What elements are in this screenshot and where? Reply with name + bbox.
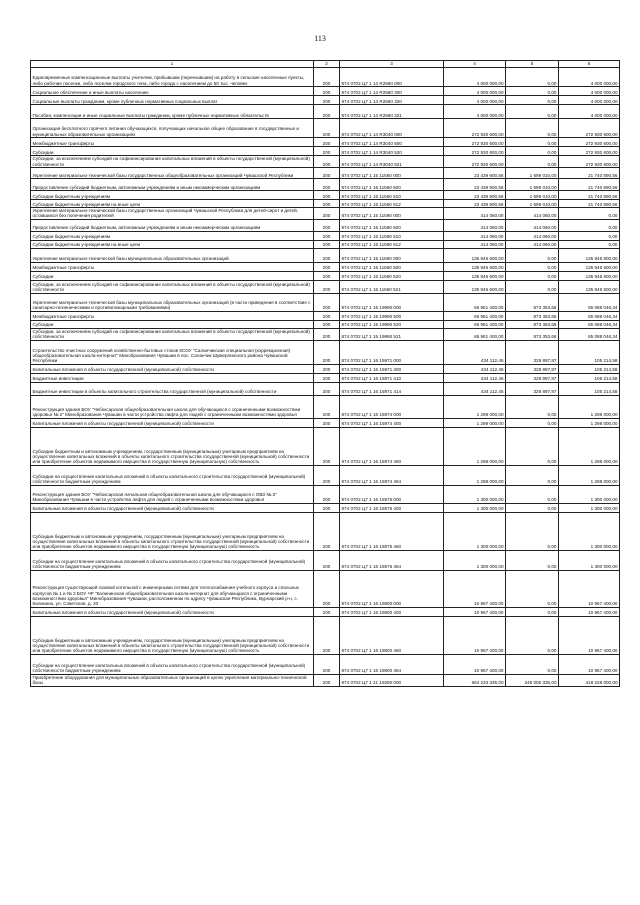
row-code-cell: 874 0702 Ц7 1 15 11660 520 (340, 271, 444, 280)
row-section-cell: 200 (314, 465, 340, 485)
row-section-cell: 200 (314, 231, 340, 240)
row-total-cell: 10 967 400,00 (559, 654, 620, 674)
row-change-cell: 0,00 (506, 96, 559, 105)
row-name-cell: Субсидии, за исключением субсидий на софинансирование капитальных вложений в объекты государственной (муниципальной) собственности (31, 280, 314, 293)
row-code-cell: 874 0702 Ц7 1 16 19800 464 (340, 654, 444, 674)
row-section-cell: 200 (314, 293, 340, 311)
row-amount-cell: 135 946 600,00 (444, 248, 506, 262)
row-section-cell: 200 (314, 328, 340, 340)
row-amount-cell: 65 961 400,00 (444, 293, 506, 311)
row-total-cell: 0,00 (559, 231, 620, 240)
row-name-cell: Субсидии бюджетным и автономным учреждениям, государственным (муниципальным) унитарным предприятиям на осуществление капитальных вложений в объекты капитального строительства государственной (муниципальной) собственности или приобретение объектов недвижимого имущества в государственную (муниципальную) собственность (31, 616, 314, 654)
row-amount-cell: 272 930 600,00 (444, 138, 506, 147)
row-total-cell: 105 214,58 (559, 340, 620, 364)
row-change-cell: 0,00 (506, 68, 559, 87)
row-code-cell: 874 0702 Ц7 1 15 19990 521 (340, 328, 444, 340)
row-amount-cell: 23 439 900,56 (444, 191, 506, 200)
row-total-cell: 65 088 046,34 (559, 311, 620, 320)
row-code-cell: 874 0702 Ц7 1 15 11560 612 (340, 200, 444, 208)
row-code-cell: 874 0702 Ц7 1 16 15974 400 (340, 418, 444, 427)
row-total-cell: 10 967 400,00 (559, 570, 620, 607)
row-code-cell: 874 0702 Ц7 1 15 11660 000 (340, 248, 444, 262)
row-change-cell: 0,00 (506, 138, 559, 147)
row-name-cell: Реконструкция здания БОУ "Чебоксарская общеобразовательная школа для обучающихся с ограниченными возможностями здоровья № 2" Минобразования Чувашии в части устройства лифта для людей с ограниченными возможностями здоровья (31, 395, 314, 418)
row-change-cell: 0,00 (506, 427, 559, 465)
row-amount-cell: 434 112,45 (444, 364, 506, 373)
row-amount-cell: 272 930 600,00 (444, 119, 506, 138)
row-amount-cell: 1 300 000,00 (444, 485, 506, 503)
row-change-cell: 0,00 (506, 395, 559, 418)
row-name-cell: Укрепление материально-технической базы муниципальных образовательных организаций (в части приведения в соответствие с санитарно-гигиеническими и противопожарными требованиями) (31, 293, 314, 311)
row-change-cell: 0,00 (506, 616, 559, 654)
row-name-cell: Капитальные вложения в объекты государственной (муниципальной) собственности (31, 364, 314, 373)
row-change-cell: 873 353,66 (506, 328, 559, 340)
table-row (31, 418, 620, 427)
row-total-cell: 135 946 600,00 (559, 280, 620, 293)
row-name-cell: Межбюджетные трансферты (31, 138, 314, 147)
row-name-cell: Предоставление субсидий бюджетным, автономным учреждениям и иным некоммерческим организациям (31, 179, 314, 191)
row-section-cell: 200 (314, 382, 340, 395)
row-amount-cell: 135 946 600,00 (444, 271, 506, 280)
row-code-cell: 874 0702 Ц7 1 14 R2560 000 (340, 68, 444, 87)
table-row (31, 364, 620, 373)
column-header: 5 (506, 61, 559, 68)
row-name-cell: Социальные выплаты гражданам, кроме публичных нормативных социальных выплат (31, 96, 314, 105)
row-section-cell: 200 (314, 87, 340, 96)
row-code-cell: 874 0702 Ц7 1 14 R3040 521 (340, 156, 444, 168)
table-row (31, 674, 620, 686)
row-change-cell: 414 060,00 (506, 231, 559, 240)
row-amount-cell: 10 967 400,00 (444, 570, 506, 607)
row-code-cell: 874 0702 Ц7 1 15 11590 612 (340, 240, 444, 248)
row-total-cell: 65 088 046,34 (559, 328, 620, 340)
row-total-cell: 135 946 600,00 (559, 262, 620, 271)
row-name-cell: Социальное обеспечение и иные выплаты населению (31, 87, 314, 96)
row-total-cell: 0,00 (559, 208, 620, 220)
table-row (31, 320, 620, 328)
table-row (31, 328, 620, 340)
table-row (31, 156, 620, 168)
row-amount-cell: 65 961 400,00 (444, 328, 506, 340)
row-name-cell: Субсидии (31, 147, 314, 156)
row-code-cell: 874 0702 Ц7 1 16 15974 464 (340, 465, 444, 485)
row-amount-cell: 414 060,00 (444, 240, 506, 248)
row-change-cell: 328 897,87 (506, 382, 559, 395)
table-row (31, 219, 620, 231)
row-amount-cell: 272 930 600,00 (444, 147, 506, 156)
column-header: 6 (559, 61, 620, 68)
row-name-cell: Субсидии, за исключением субсидий на софинансирование капитальных вложений в объекты государственной (муниципальной) собственности (31, 328, 314, 340)
row-total-cell: 272 930 600,00 (559, 119, 620, 138)
row-change-cell: 0,00 (506, 654, 559, 674)
row-name-cell: Субсидии (31, 320, 314, 328)
row-code-cell: 874 0702 Ц7 1 21 19280 000 (340, 674, 444, 686)
row-name-cell: Капитальные вложения в объекты государственной (муниципальной) собственности (31, 607, 314, 616)
row-section-cell: 200 (314, 512, 340, 550)
row-name-cell: Субсидии бюджетным учреждениям (31, 231, 314, 240)
row-change-cell: 0,00 (506, 570, 559, 607)
row-code-cell: 874 0702 Ц7 1 15 19990 520 (340, 320, 444, 328)
row-code-cell: 874 0702 Ц7 1 15 19990 500 (340, 311, 444, 320)
table-row (31, 550, 620, 570)
row-code-cell: 874 0702 Ц7 1 15 11560 600 (340, 179, 444, 191)
row-name-cell: Пособия, компенсации и иные социальные выплаты гражданам, кроме публичных нормативных обязательств (31, 105, 314, 119)
row-amount-cell: 65 961 400,00 (444, 320, 506, 328)
table-row (31, 280, 620, 293)
row-total-cell: 135 946 600,00 (559, 271, 620, 280)
row-total-cell: 0,00 (559, 240, 620, 248)
row-section-cell: 200 (314, 138, 340, 147)
row-total-cell: 418 228 000,00 (559, 674, 620, 686)
row-total-cell: 272 930 600,00 (559, 156, 620, 168)
row-amount-cell: 135 946 600,00 (444, 262, 506, 271)
row-amount-cell: 4 000 000,00 (444, 105, 506, 119)
row-code-cell: 874 0702 Ц7 1 16 15975 000 (340, 485, 444, 503)
table-row (31, 262, 620, 271)
row-change-cell: 873 353,66 (506, 293, 559, 311)
row-total-cell: 135 946 600,00 (559, 248, 620, 262)
row-amount-cell: 1 298 000,00 (444, 465, 506, 485)
row-amount-cell: 65 961 400,00 (444, 311, 506, 320)
table-row (31, 512, 620, 550)
row-name-cell: Субсидии на осуществление капитальных вложений в объекты капитального строительства государственной (муниципальной) собственности бюджетным учреждениям (31, 550, 314, 570)
table-header-row (31, 61, 620, 68)
row-amount-cell: 434 112,45 (444, 382, 506, 395)
row-amount-cell: 1 300 000,00 (444, 550, 506, 570)
table-row (31, 427, 620, 465)
row-section-cell: 200 (314, 616, 340, 654)
row-amount-cell: 23 439 900,56 (444, 168, 506, 179)
table-row (31, 208, 620, 220)
row-total-cell: 1 300 000,00 (559, 512, 620, 550)
row-name-cell: Укрепление материально-технической базы государственных общеобразовательных организаций Чувашской Республики (31, 168, 314, 179)
table-row (31, 96, 620, 105)
table-row (31, 179, 620, 191)
row-name-cell: Укрепление материально-технической базы государственных организаций Чувашской Республики для детей-сирот и детей, оставшихся без попечения родителей (31, 208, 314, 220)
row-section-cell: 200 (314, 364, 340, 373)
row-change-cell: 0,00 (506, 512, 559, 550)
row-section-cell: 200 (314, 96, 340, 105)
table-row (31, 119, 620, 138)
row-amount-cell: 664 233 335,00 (444, 674, 506, 686)
row-section-cell: 200 (314, 240, 340, 248)
row-change-cell: 1 699 010,00 (506, 179, 559, 191)
row-name-cell: Реконструкция существующей газовой котельной с инженерными сетями для теплоснабжения учебного корпуса и спальных корпусов № 1 и № 2 БОУ ЧР "Калининская общеобразовательная школа-интернат для обучающихся с ограниченными возможностями здоровья" Минобразования Чувашии, расположенном по адресу Чувашская Республика, Вурнарский р-н, с. Калинино, ул. Советская, д. 20 (31, 570, 314, 607)
column-header: 2 (314, 61, 340, 68)
row-amount-cell: 10 967 400,00 (444, 654, 506, 674)
table-row (31, 248, 620, 262)
table-row (31, 654, 620, 674)
row-total-cell: 1 298 000,00 (559, 465, 620, 485)
row-name-cell: Субсидии бюджетным учреждениям на иные цели (31, 240, 314, 248)
row-code-cell: 874 0702 Ц7 1 15 11560 610 (340, 191, 444, 200)
row-section-cell: 200 (314, 156, 340, 168)
row-amount-cell: 1 298 000,00 (444, 427, 506, 465)
row-code-cell: 874 0702 Ц7 1 15 11590 610 (340, 231, 444, 240)
row-change-cell: 328 897,87 (506, 373, 559, 382)
row-change-cell: 0,00 (506, 147, 559, 156)
row-change-cell: 0,00 (506, 550, 559, 570)
row-code-cell: 874 0702 Ц7 1 16 15971 414 (340, 382, 444, 395)
table-row (31, 311, 620, 320)
budget-table (30, 60, 620, 687)
row-name-cell: Субсидии на осуществление капитальных вложений в объекты капитального строительства государственной (муниципальной) собственности бюджетным учреждениям (31, 465, 314, 485)
row-change-cell: 873 353,66 (506, 311, 559, 320)
row-section-cell: 200 (314, 168, 340, 179)
table-row (31, 240, 620, 248)
row-total-cell: 4 000 000,00 (559, 105, 620, 119)
table-row (31, 340, 620, 364)
row-code-cell: 874 0702 Ц7 1 15 11560 000 (340, 168, 444, 179)
row-amount-cell: 4 000 000,00 (444, 68, 506, 87)
row-change-cell: 0,00 (506, 248, 559, 262)
row-total-cell: 21 740 890,56 (559, 200, 620, 208)
row-total-cell: 21 740 890,56 (559, 191, 620, 200)
row-amount-cell: 1 298 000,00 (444, 395, 506, 418)
table-row (31, 293, 620, 311)
row-name-cell: Субсидии бюджетным учреждениям (31, 191, 314, 200)
row-change-cell: 0,00 (506, 105, 559, 119)
row-total-cell: 1 300 000,00 (559, 503, 620, 512)
row-section-cell: 200 (314, 485, 340, 503)
row-total-cell: 105 214,58 (559, 364, 620, 373)
row-amount-cell: 4 000 000,00 (444, 96, 506, 105)
row-total-cell: 1 300 000,00 (559, 485, 620, 503)
row-name-cell: Субсидии (31, 271, 314, 280)
table-row (31, 147, 620, 156)
row-total-cell: 1 298 000,00 (559, 418, 620, 427)
row-section-cell: 200 (314, 427, 340, 465)
row-section-cell: 200 (314, 248, 340, 262)
row-total-cell: 272 930 600,00 (559, 147, 620, 156)
table-row (31, 570, 620, 607)
row-total-cell: 0,00 (559, 219, 620, 231)
row-change-cell: 414 060,00 (506, 208, 559, 220)
table-row (31, 485, 620, 503)
row-code-cell: 874 0702 Ц7 1 16 19800 400 (340, 607, 444, 616)
row-change-cell: 0,00 (506, 262, 559, 271)
page-number: 113 (314, 34, 326, 43)
row-section-cell: 200 (314, 280, 340, 293)
row-code-cell: 874 0702 Ц7 1 16 15974 460 (340, 427, 444, 465)
table-row (31, 395, 620, 418)
row-name-cell: Межбюджетные трансферты (31, 311, 314, 320)
row-section-cell: 200 (314, 674, 340, 686)
row-section-cell: 200 (314, 503, 340, 512)
row-name-cell: Организация бесплатного горячего питания обучающихся, получающих начальное общее образование в государственных и муниципальных образовательных организациях (31, 119, 314, 138)
row-total-cell: 1 298 000,00 (559, 427, 620, 465)
table-row (31, 68, 620, 87)
row-section-cell: 200 (314, 311, 340, 320)
row-total-cell: 65 088 046,34 (559, 320, 620, 328)
row-change-cell: 0,00 (506, 271, 559, 280)
row-change-cell: 1 699 010,00 (506, 191, 559, 200)
row-section-cell: 200 (314, 208, 340, 220)
column-header: 3 (340, 61, 444, 68)
row-name-cell: Капитальные вложения в объекты государственной (муниципальной) собственности (31, 503, 314, 512)
row-total-cell: 1 298 000,00 (559, 395, 620, 418)
row-section-cell: 200 (314, 654, 340, 674)
row-code-cell: 874 0702 Ц7 1 16 15971 000 (340, 340, 444, 364)
row-section-cell: 200 (314, 105, 340, 119)
row-code-cell: 874 0702 Ц7 1 16 19800 460 (340, 616, 444, 654)
row-name-cell: Субсидии, за исключением субсидий на софинансирование капитальных вложений в объекты государственной (муниципальной) собственности (31, 156, 314, 168)
row-code-cell: 874 0702 Ц7 1 15 11660 521 (340, 280, 444, 293)
row-amount-cell: 434 112,45 (444, 340, 506, 364)
row-change-cell: 328 897,87 (506, 364, 559, 373)
row-name-cell: Укрепление материально-технической базы муниципальных образовательных организаций (31, 248, 314, 262)
row-code-cell: 874 0702 Ц7 1 16 15975 400 (340, 503, 444, 512)
row-code-cell: 874 0702 Ц7 1 15 11590 600 (340, 219, 444, 231)
table-row (31, 465, 620, 485)
row-total-cell: 21 740 890,56 (559, 179, 620, 191)
table-row (31, 168, 620, 179)
row-change-cell: 0,00 (506, 485, 559, 503)
row-change-cell: 414 060,00 (506, 240, 559, 248)
row-amount-cell: 1 298 000,00 (444, 418, 506, 427)
row-code-cell: 874 0702 Ц7 1 16 15971 400 (340, 364, 444, 373)
row-code-cell: 874 0702 Ц7 1 14 R3040 500 (340, 138, 444, 147)
row-section-cell: 200 (314, 271, 340, 280)
row-change-cell: 0,00 (506, 607, 559, 616)
row-section-cell: 200 (314, 607, 340, 616)
row-total-cell: 105 214,58 (559, 382, 620, 395)
row-section-cell: 200 (314, 179, 340, 191)
row-section-cell: 200 (314, 320, 340, 328)
row-code-cell: 874 0702 Ц7 1 15 11590 000 (340, 208, 444, 220)
row-amount-cell: 1 300 000,00 (444, 503, 506, 512)
row-amount-cell: 414 060,00 (444, 219, 506, 231)
row-section-cell: 200 (314, 570, 340, 607)
row-amount-cell: 414 060,00 (444, 231, 506, 240)
table-row (31, 200, 620, 208)
table-row (31, 231, 620, 240)
row-total-cell: 10 967 400,00 (559, 607, 620, 616)
table-row (31, 373, 620, 382)
row-amount-cell: 23 439 900,56 (444, 179, 506, 191)
row-change-cell: 0,00 (506, 503, 559, 512)
row-code-cell: 874 0702 Ц7 1 16 15975 464 (340, 550, 444, 570)
row-section-cell: 200 (314, 68, 340, 87)
row-section-cell: 200 (314, 395, 340, 418)
row-change-cell: 0,00 (506, 465, 559, 485)
row-change-cell: 0,00 (506, 156, 559, 168)
table-row (31, 138, 620, 147)
row-amount-cell: 434 112,45 (444, 373, 506, 382)
row-code-cell: 874 0702 Ц7 1 16 15974 000 (340, 395, 444, 418)
row-section-cell: 200 (314, 119, 340, 138)
row-total-cell: 21 740 890,56 (559, 168, 620, 179)
row-section-cell: 200 (314, 191, 340, 200)
row-section-cell: 200 (314, 262, 340, 271)
table-row (31, 616, 620, 654)
table-row (31, 382, 620, 395)
row-section-cell: 200 (314, 550, 340, 570)
table-body (31, 68, 620, 687)
table-row (31, 191, 620, 200)
row-name-cell: Предоставление субсидий бюджетным, автономным учреждениям и иным некоммерческим организациям (31, 219, 314, 231)
row-total-cell: 10 967 400,00 (559, 616, 620, 654)
row-name-cell: Бюджетные инвестиции в объекты капитального строительства государственной (муниципальной) собственности (31, 382, 314, 395)
row-section-cell: 200 (314, 147, 340, 156)
row-change-cell: 328 897,87 (506, 340, 559, 364)
row-amount-cell: 414 060,00 (444, 208, 506, 220)
row-code-cell: 874 0702 Ц7 1 14 R3040 000 (340, 119, 444, 138)
row-section-cell: 200 (314, 219, 340, 231)
row-name-cell: Капитальные вложения в объекты государственной (муниципальной) собственности (31, 418, 314, 427)
row-change-cell: 1 699 010,00 (506, 200, 559, 208)
row-name-cell: Субсидии бюджетным и автономным учреждениям, государственным (муниципальным) унитарным предприятиям на осуществление капитальных вложений в объекты капитального строительства государственной (муниципальной) собственности или приобретение объектов недвижимого имущества в государственную (муниципальную) собственность (31, 512, 314, 550)
row-total-cell: 272 930 600,00 (559, 138, 620, 147)
row-code-cell: 874 0702 Ц7 1 14 R2560 300 (340, 87, 444, 96)
row-amount-cell: 135 946 600,00 (444, 280, 506, 293)
column-header: 4 (444, 61, 506, 68)
row-amount-cell: 1 300 000,00 (444, 512, 506, 550)
row-total-cell: 65 088 046,34 (559, 293, 620, 311)
row-section-cell: 200 (314, 418, 340, 427)
row-change-cell: 0,00 (506, 418, 559, 427)
row-change-cell: 0,00 (506, 119, 559, 138)
row-change-cell: 1 699 010,00 (506, 168, 559, 179)
row-code-cell: 874 0702 Ц7 1 16 19800 000 (340, 570, 444, 607)
row-name-cell: Субсидии на осуществление капитальных вложений в объекты капитального строительства государственной (муниципальной) собственности бюджетным учреждениям (31, 654, 314, 674)
row-name-cell: Единовременные компенсационные выплаты учителям, прибывшим (переехавшим) на работу в сельские населенные пункты, либо рабочие поселки, либо поселки городского типа, либо города с населением до 50 тыс. человек (31, 68, 314, 87)
column-header: 1 (31, 61, 314, 68)
row-total-cell: 4 000 000,00 (559, 87, 620, 96)
row-amount-cell: 10 967 400,00 (444, 616, 506, 654)
row-amount-cell: 23 439 900,56 (444, 200, 506, 208)
row-name-cell: Реконструкция здания БОУ "Чебоксарская начальная общеобразовательная школа для обучающихся с ОВЗ № 3" Минобразования Чувашии в части устройства лифта для людей с ограниченными возможностями здоровья (31, 485, 314, 503)
row-name-cell: Приобретение оборудования для муниципальных образовательных организаций в целях укрепления материально-технической базы (31, 674, 314, 686)
table-row (31, 87, 620, 96)
row-total-cell: 4 000 000,00 (559, 96, 620, 105)
row-change-cell: 246 006 335,00 (506, 674, 559, 686)
table-row (31, 503, 620, 512)
row-section-cell: 200 (314, 373, 340, 382)
row-section-cell: 200 (314, 200, 340, 208)
table-row (31, 271, 620, 280)
row-change-cell: 0,00 (506, 280, 559, 293)
row-code-cell: 874 0702 Ц7 1 15 11660 500 (340, 262, 444, 271)
row-total-cell: 1 300 000,00 (559, 550, 620, 570)
row-name-cell: Строительство очистных сооружений хозяйственно-бытовых стоков КСОУ "Саланчикская специальная (коррекционная) общеобразовательная школа-интернат" Минобразования Чувашии в пос. Саланчик Шумерлинского района Чувашской Республики (31, 340, 314, 364)
table-row (31, 105, 620, 119)
table-row (31, 607, 620, 616)
row-amount-cell: 10 967 400,00 (444, 607, 506, 616)
row-amount-cell: 4 000 000,00 (444, 87, 506, 96)
row-name-cell: Субсидии бюджетным и автономным учреждениям, государственным (муниципальным) унитарным предприятиям на осуществление капитальных вложений в объекты капитального строительства государственной (муниципальной) собственности или приобретение объектов недвижимого имущества в государственную (муниципальную) собственность (31, 427, 314, 465)
row-section-cell: 200 (314, 340, 340, 364)
row-code-cell: 874 0702 Ц7 1 16 15975 460 (340, 512, 444, 550)
row-code-cell: 874 0702 Ц7 1 15 19990 000 (340, 293, 444, 311)
row-change-cell: 414 060,00 (506, 219, 559, 231)
row-code-cell: 874 0702 Ц7 1 16 15971 410 (340, 373, 444, 382)
row-name-cell: Субсидии бюджетным учреждениям на иные цели (31, 200, 314, 208)
row-amount-cell: 272 930 600,00 (444, 156, 506, 168)
row-total-cell: 105 214,58 (559, 373, 620, 382)
row-name-cell: Межбюджетные трансферты (31, 262, 314, 271)
row-name-cell: Бюджетные инвестиции (31, 373, 314, 382)
row-code-cell: 874 0702 Ц7 1 14 R2560 320 (340, 96, 444, 105)
row-change-cell: 0,00 (506, 87, 559, 96)
row-total-cell: 4 000 000,00 (559, 68, 620, 87)
row-change-cell: 873 353,66 (506, 320, 559, 328)
row-code-cell: 874 0702 Ц7 1 14 R3040 520 (340, 147, 444, 156)
row-code-cell: 874 0702 Ц7 1 14 R2560 321 (340, 105, 444, 119)
